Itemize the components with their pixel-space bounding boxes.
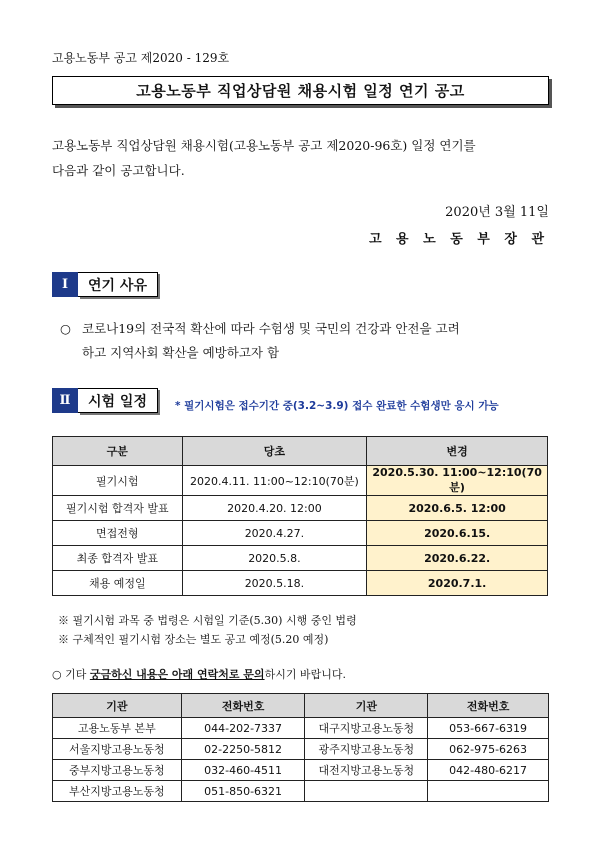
section-2-heading [52, 388, 158, 413]
contact-org: 광주지방고용노동청 [305, 739, 428, 760]
contact-phone: 062-975-6263 [428, 739, 549, 760]
schedule-item: 채용 예정일 [53, 571, 183, 596]
schedule-notes [58, 611, 357, 649]
table-row [53, 496, 548, 521]
section-2-number: Ⅱ [52, 388, 78, 413]
schedule-item: 최종 합격자 발표 [53, 546, 183, 571]
table-row [53, 781, 549, 802]
contacts-table [52, 693, 549, 802]
contacts-header-phone: 전화번호 [428, 694, 549, 718]
table-row [53, 760, 549, 781]
contact-org [305, 781, 428, 802]
contact-phone: 042-480-6217 [428, 760, 549, 781]
table-row [53, 571, 548, 596]
postponement-reason [60, 317, 550, 365]
table-row [53, 739, 549, 760]
document-title: 고용노동부 직업상담원 채용시험 일정 연기 공고 [52, 76, 549, 105]
schedule-table [52, 436, 548, 596]
section-1-label: 연기 사유 [78, 272, 158, 297]
contact-org: 중부지방고용노동청 [53, 760, 182, 781]
table-row [53, 718, 549, 739]
contacts-header-org: 기관 [53, 694, 182, 718]
schedule-original: 2020.4.27. [182, 521, 367, 546]
schedule-item: 면접전형 [53, 521, 183, 546]
schedule-original: 2020.4.11. 11:00~12:10(70분) [182, 466, 367, 496]
table-row [53, 521, 548, 546]
notice-number: 고용노동부 공고 제2020 - 129호 [52, 51, 230, 65]
contact-phone [428, 781, 549, 802]
schedule-header-category: 구분 [53, 437, 183, 466]
contacts-header-row [53, 694, 549, 718]
schedule-changed: 2020.6.5. 12:00 [367, 496, 548, 521]
inquiry-text [52, 666, 346, 682]
section-2-label: 시험 일정 [78, 388, 158, 413]
note-exam-law: ※ 필기시험 과목 중 법령은 시험일 기준(5.30) 시행 중인 법령 [58, 614, 357, 627]
contacts-header-phone: 전화번호 [181, 694, 305, 718]
schedule-changed: 2020.6.15. [367, 521, 548, 546]
schedule-original: 2020.5.8. [182, 546, 367, 571]
contact-org: 서울지방고용노동청 [53, 739, 182, 760]
inquiry-emphasis: 궁금하신 내용은 아래 연락처로 문의 [89, 668, 265, 681]
schedule-header-row [53, 437, 548, 466]
intro-paragraph [52, 133, 549, 183]
contact-org: 대구지방고용노동청 [305, 718, 428, 739]
reason-line-1: 코로나19의 전국적 확산에 따라 수험생 및 국민의 건강과 안전을 고려 [82, 321, 460, 336]
issuer-title: 고 용 노 동 부 장 관 [368, 232, 549, 247]
reason-bullet: ○ [60, 321, 71, 336]
contact-phone: 032-460-4511 [181, 760, 305, 781]
schedule-original: 2020.5.18. [182, 571, 367, 596]
schedule-changed: 2020.7.1. [367, 571, 548, 596]
contact-phone: 053-667-6319 [428, 718, 549, 739]
contact-org: 고용노동부 본부 [53, 718, 182, 739]
reason-line-2: 하고 지역사회 확산을 예방하고자 함 [82, 345, 280, 360]
note-exam-venue: ※ 구체적인 필기시험 장소는 별도 공고 예정(5.20 예정) [58, 633, 329, 646]
section-1-number: Ⅰ [52, 272, 78, 297]
schedule-header-original: 당초 [182, 437, 367, 466]
inquiry-prefix: ○ 기타 [52, 668, 90, 681]
contact-phone: 02-2250-5812 [181, 739, 305, 760]
table-row [53, 546, 548, 571]
announcement-date: 2020년 3월 11일 [445, 205, 549, 220]
contact-org: 대전지방고용노동청 [305, 760, 428, 781]
contact-phone: 044-202-7337 [181, 718, 305, 739]
contacts-header-org: 기관 [305, 694, 428, 718]
table-row [53, 466, 548, 496]
schedule-changed: 2020.5.30. 11:00~12:10(70분) [367, 466, 548, 496]
contact-phone: 051-850-6321 [181, 781, 305, 802]
contact-org: 부산지방고용노동청 [53, 781, 182, 802]
schedule-changed: 2020.6.22. [367, 546, 548, 571]
schedule-item: 필기시험 합격자 발표 [53, 496, 183, 521]
inquiry-suffix: 하시기 바랍니다. [264, 668, 346, 681]
exam-eligibility-note: * 필기시험은 접수기간 중(3.2~3.9) 접수 완료한 수험생만 응시 가능 [175, 400, 499, 412]
schedule-original: 2020.4.20. 12:00 [182, 496, 367, 521]
intro-line-2: 다음과 같이 공고합니다. [52, 163, 185, 178]
intro-line-1: 고용노동부 직업상담원 채용시험(고용노동부 공고 제2020-96호) 일정 연기를 [52, 138, 476, 153]
schedule-header-changed: 변경 [367, 437, 548, 466]
section-1-heading [52, 272, 158, 297]
schedule-item: 필기시험 [53, 466, 183, 496]
